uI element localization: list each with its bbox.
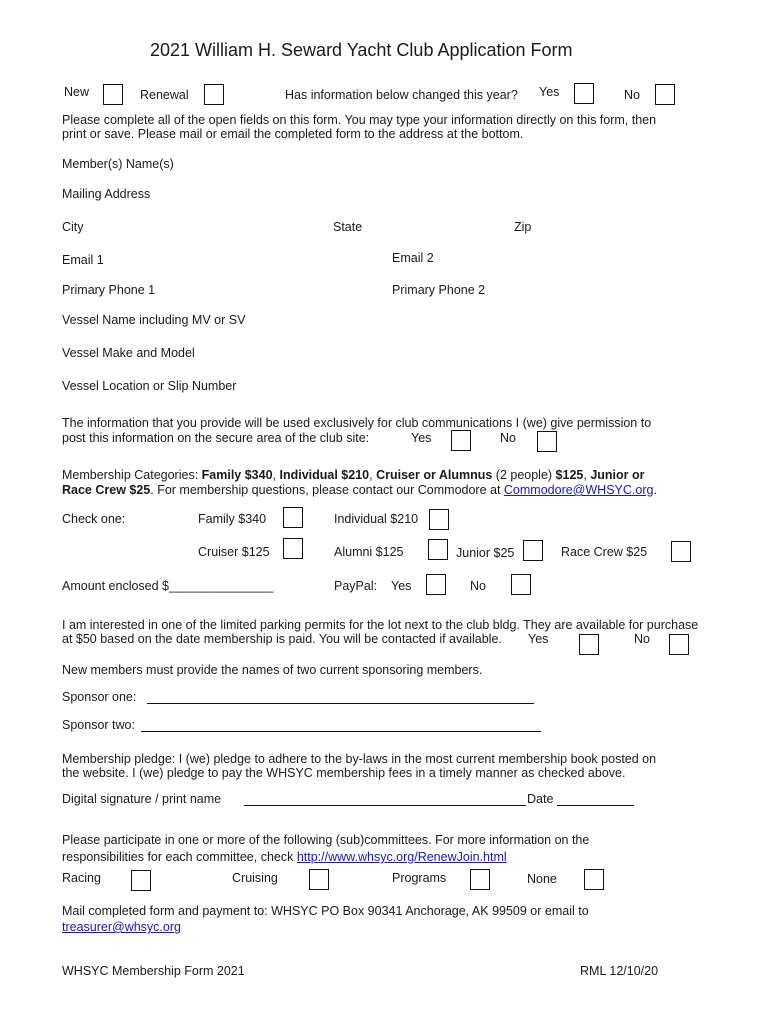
commodore-email-link[interactable]: Commodore@WHSYC.org — [503, 483, 654, 497]
cat-individual: Individual $210 — [279, 468, 370, 482]
state-label: State — [333, 220, 363, 234]
privacy-line2: post this information on the secure area of the club site: — [62, 431, 370, 445]
sponsors-intro: New members must provide the names of two current sponsoring members. — [62, 663, 483, 677]
amount-text: Amount enclosed $ — [62, 579, 170, 593]
changed-question: Has information below changed this year? — [285, 88, 518, 102]
parking-yes-checkbox[interactable] — [579, 634, 599, 655]
instructions-line1: Please complete all of the open fields on this form. You may type your information directly on this form, then — [62, 113, 657, 127]
changed-yes-checkbox[interactable] — [574, 83, 594, 104]
family-option-label: Family $340 — [198, 512, 267, 526]
parking-yes-label: Yes — [528, 632, 549, 646]
privacy-yes-checkbox[interactable] — [451, 430, 471, 451]
phone2-label: Primary Phone 2 — [392, 283, 486, 297]
cat-sep: , — [272, 468, 280, 482]
individual-option-label: Individual $210 — [334, 512, 419, 526]
alumni-checkbox[interactable] — [428, 539, 448, 560]
renewal-label: Renewal — [140, 88, 189, 102]
vessel-name-label: Vessel Name including MV or SV — [62, 313, 246, 327]
city-label: City — [62, 220, 84, 234]
form-title: 2021 William H. Seward Yacht Club Application Form — [150, 40, 573, 60]
categories-line1 — [62, 468, 644, 483]
date-label: Date — [527, 792, 554, 806]
cat-race: Race Crew $25 — [62, 483, 151, 497]
sponsor-one-label: Sponsor one: — [62, 690, 137, 704]
new-label: New — [64, 85, 90, 99]
signature-field[interactable] — [244, 804, 526, 806]
racing-checkbox[interactable] — [131, 870, 151, 891]
footer-right: RML 12/10/20 — [580, 964, 659, 978]
paypal-yes-label: Yes — [391, 579, 412, 593]
cat-questions: . For membership questions, please contact our Commodore at — [150, 483, 504, 497]
cat-sep: , — [583, 468, 591, 482]
cat-dot: . — [653, 483, 657, 497]
parking-no-label: No — [634, 632, 650, 646]
cat-sep: , — [369, 468, 377, 482]
junior-option-label: Junior $25 — [456, 546, 515, 560]
renewal-checkbox[interactable] — [204, 84, 224, 105]
cat-family: Family $340 — [201, 468, 273, 482]
privacy-yes-label: Yes — [411, 431, 432, 445]
categories-intro: Membership Categories: — [62, 468, 199, 482]
cat-junior: Junior or — [590, 468, 645, 482]
zip-label: Zip — [514, 220, 532, 234]
vessel-location-label: Vessel Location or Slip Number — [62, 379, 237, 393]
junior-checkbox[interactable] — [523, 540, 543, 561]
check-one-label: Check one: — [62, 512, 126, 526]
cat-cruiser: Cruiser or Alumnus — [376, 468, 493, 482]
amount-enclosed-label — [62, 579, 273, 594]
none-checkbox[interactable] — [584, 869, 604, 890]
programs-label: Programs — [392, 871, 447, 885]
members-name-label: Member(s) Name(s) — [62, 157, 174, 171]
parking-line1: I am interested in one of the limited parking permits for the lot next to the club bldg. They are available for purchase — [62, 618, 699, 632]
treasurer-email-link[interactable]: treasurer@whsyc.org — [62, 920, 181, 934]
changed-yes-label: Yes — [539, 85, 560, 99]
sponsor-two-field[interactable] — [141, 730, 541, 732]
alumni-option-label: Alumni $125 — [334, 545, 404, 559]
parking-line2: at $50 based on the date membership is paid. You will be contacted if available. — [62, 632, 502, 646]
cat-price125: $125 — [555, 468, 584, 482]
privacy-line1: The information that you provide will be used exclusively for club communications I (we) give permission to — [62, 416, 652, 430]
sponsor-two-label: Sponsor two: — [62, 718, 135, 732]
categories-line2 — [62, 483, 657, 498]
paypal-no-checkbox[interactable] — [511, 574, 531, 595]
committees-line2 — [62, 850, 507, 865]
racing-label: Racing — [62, 871, 101, 885]
individual-checkbox[interactable] — [429, 509, 449, 530]
mail-line1: Mail completed form and payment to: WHSYC PO Box 90341 Anchorage, AK 99509 or email to — [62, 904, 589, 918]
instructions-line2: print or save. Please mail or email the completed form to the address at the bottom. — [62, 127, 524, 141]
renew-join-link[interactable]: http://www.whsyc.org/RenewJoin.html — [296, 850, 507, 864]
none-label: None — [527, 872, 557, 886]
sponsor-one-field[interactable] — [147, 702, 534, 704]
paypal-no-label: No — [470, 579, 486, 593]
cat-people: (2 people) — [492, 468, 556, 482]
programs-checkbox[interactable] — [470, 869, 490, 890]
paypal-yes-checkbox[interactable] — [426, 574, 446, 595]
cruiser-option-label: Cruiser $125 — [198, 545, 270, 559]
changed-no-checkbox[interactable] — [655, 84, 675, 105]
mailing-address-label: Mailing Address — [62, 187, 151, 201]
privacy-no-label: No — [500, 431, 516, 445]
email2-label: Email 2 — [392, 251, 434, 265]
race-crew-checkbox[interactable] — [671, 541, 691, 562]
paypal-label: PayPal: — [334, 579, 378, 593]
pledge-line2: the website. I (we) pledge to pay the WHSYC membership fees in a timely manner as checked above. — [62, 766, 626, 780]
vessel-make-label: Vessel Make and Model — [62, 346, 195, 360]
parking-no-checkbox[interactable] — [669, 634, 689, 655]
privacy-no-checkbox[interactable] — [537, 431, 557, 452]
cruiser-checkbox[interactable] — [283, 538, 303, 559]
amount-blank[interactable]: _______________ — [169, 579, 274, 593]
pledge-line1: Membership pledge: I (we) pledge to adhere to the by-laws in the most current membership book posted on — [62, 752, 657, 766]
phone1-label: Primary Phone 1 — [62, 283, 156, 297]
footer-left: WHSYC Membership Form 2021 — [62, 964, 245, 978]
date-field[interactable] — [557, 804, 634, 806]
committees-line2-text: responsibilities for each committee, check — [62, 850, 297, 864]
cruising-label: Cruising — [232, 871, 278, 885]
new-checkbox[interactable] — [103, 84, 123, 105]
cruising-checkbox[interactable] — [309, 869, 329, 890]
family-checkbox[interactable] — [283, 507, 303, 528]
email1-label: Email 1 — [62, 253, 104, 267]
race-crew-option-label: Race Crew $25 — [561, 545, 648, 559]
changed-no-label: No — [624, 88, 640, 102]
committees-line1: Please participate in one or more of the following (sub)committees. For more information on the — [62, 833, 590, 847]
signature-label: Digital signature / print name — [62, 792, 222, 806]
